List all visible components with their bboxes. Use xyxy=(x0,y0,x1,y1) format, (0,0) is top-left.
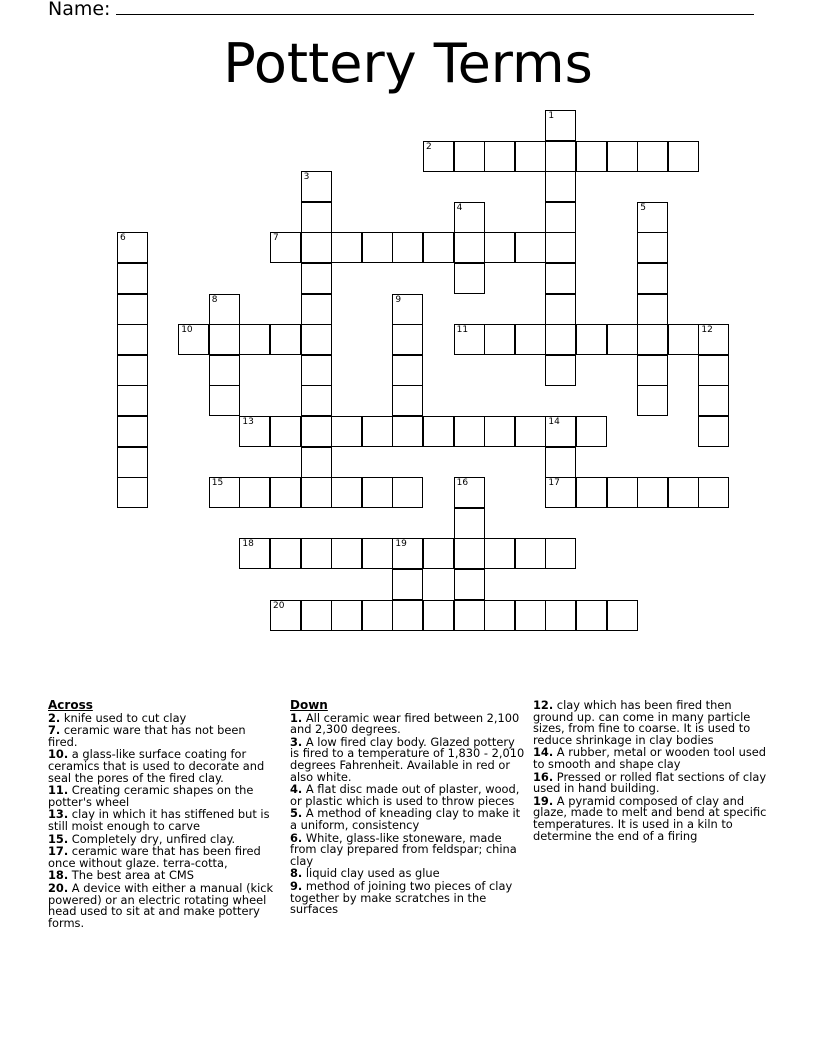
clue xyxy=(533,700,769,746)
clue-number: 5 xyxy=(640,202,646,213)
clue-text: clay which has been fired then ground up. can come in many particle sizes, from fine to coarse. It is used to reduce shrinkage in clay bodies xyxy=(533,698,751,747)
crossword-cell[interactable] xyxy=(392,600,423,631)
crossword-cell[interactable] xyxy=(239,324,270,355)
clue-number: 11 xyxy=(456,325,469,336)
crossword-cell[interactable] xyxy=(423,232,454,263)
clue-number: 2. xyxy=(48,710,61,725)
crossword-cell[interactable] xyxy=(117,447,148,478)
clue-number: 8. xyxy=(290,866,303,881)
crossword-cell[interactable] xyxy=(454,141,485,172)
crossword-cell[interactable] xyxy=(545,324,576,355)
crossword-cell[interactable] xyxy=(117,385,148,416)
clue xyxy=(533,747,769,770)
crossword-cell[interactable] xyxy=(484,416,515,447)
clue-number: 20 xyxy=(273,600,285,611)
crossword-cell[interactable] xyxy=(668,141,699,172)
clue-text: ceramic ware that has not been fired. xyxy=(48,723,246,749)
crossword-cell[interactable] xyxy=(484,141,515,172)
clue-text: Pressed or rolled flat sections of clay used in hand building. xyxy=(533,769,767,796)
clue-text: a glass-like surface coating for ceramics that is used to decorate and seal the pores of the fired clay. xyxy=(48,747,265,785)
crossword-cell[interactable] xyxy=(454,508,485,539)
crossword-cell[interactable] xyxy=(301,416,332,447)
clue-text: liquid clay used as glue xyxy=(302,866,440,881)
crossword-cell[interactable] xyxy=(270,538,301,569)
clue-text: A method of kneading clay to make it a uniform, consistency xyxy=(290,806,521,832)
clue-text: A flat disc made out of plaster, wood, or plastic which is used to throw pieces xyxy=(290,782,520,808)
crossword-cell[interactable] xyxy=(515,538,546,569)
crossword-cell[interactable] xyxy=(454,324,485,355)
clue-number: 12 xyxy=(701,325,713,336)
clue-number: 5. xyxy=(290,806,303,821)
clue-number: 9 xyxy=(395,294,402,305)
clue-number: 18. xyxy=(48,868,69,883)
crossword-cell[interactable] xyxy=(392,294,423,325)
crossword-cell[interactable] xyxy=(331,538,362,569)
crossword-cell[interactable] xyxy=(484,232,515,263)
crossword-cell[interactable] xyxy=(454,600,485,631)
crossword-cell[interactable] xyxy=(270,416,301,447)
crossword-cell[interactable] xyxy=(209,355,240,386)
clue xyxy=(48,785,276,808)
clue-number: 14 xyxy=(548,417,560,427)
across-clues xyxy=(48,700,276,930)
crossword-cell[interactable] xyxy=(239,538,270,569)
crossword-cell[interactable] xyxy=(484,538,515,569)
crossword-cell[interactable] xyxy=(698,355,729,386)
clue-number: 4. xyxy=(290,782,303,797)
crossword-cell[interactable] xyxy=(515,324,546,355)
crossword-cell[interactable] xyxy=(454,416,485,447)
crossword-cell[interactable] xyxy=(545,141,576,172)
crossword-cell[interactable] xyxy=(545,477,576,508)
clue-text: A low fired clay body. Glazed pottery is fired to a temperature of 1,830 - 2,010 degrees Fahrenheit. Available in red or also white. xyxy=(290,734,525,784)
crossword-cell[interactable] xyxy=(392,538,423,569)
crossword-cell[interactable] xyxy=(454,569,485,600)
crossword-cell[interactable] xyxy=(423,141,454,172)
crossword-cell[interactable] xyxy=(576,416,607,447)
crossword-cell[interactable] xyxy=(454,538,485,569)
crossword-cell[interactable] xyxy=(698,416,729,447)
crossword-cell[interactable] xyxy=(301,600,332,631)
crossword-cell[interactable] xyxy=(637,263,668,294)
clue xyxy=(290,710,526,737)
crossword-cell[interactable] xyxy=(423,416,454,447)
clue-number: 19. xyxy=(533,793,554,808)
crossword-cell[interactable] xyxy=(576,324,607,355)
crossword-cell[interactable] xyxy=(637,477,668,508)
crossword-cell[interactable] xyxy=(637,141,668,172)
crossword-cell[interactable] xyxy=(117,355,148,386)
crossword-cell[interactable] xyxy=(209,477,240,508)
crossword-cell[interactable] xyxy=(545,232,576,263)
clue-number: 6. xyxy=(290,830,303,845)
clue xyxy=(290,878,526,917)
name-label: Name: xyxy=(48,0,111,20)
clue-number: 19 xyxy=(395,539,407,550)
clue-number: 9. xyxy=(290,878,303,893)
clue-text: A rubber, metal or wooden tool used to smooth and shape clay xyxy=(533,745,767,771)
clue-number: 12. xyxy=(533,698,554,712)
clue xyxy=(48,846,276,869)
clue xyxy=(533,769,769,796)
crossword-cell[interactable] xyxy=(301,171,332,202)
crossword-cell[interactable] xyxy=(392,569,423,600)
clue-number: 16. xyxy=(533,769,554,784)
clue xyxy=(48,880,276,930)
crossword-cell[interactable] xyxy=(484,324,515,355)
crossword-cell[interactable] xyxy=(209,324,240,355)
crossword-cell[interactable] xyxy=(270,232,301,263)
clue xyxy=(290,784,526,807)
clue-text: clay in which it has stiffened but is still moist enough to carve xyxy=(48,807,270,833)
clue-number: 16 xyxy=(456,478,469,489)
crossword-cell[interactable] xyxy=(607,324,638,355)
crossword-cell[interactable] xyxy=(637,324,668,355)
crossword-cell[interactable] xyxy=(331,600,362,631)
crossword-cell[interactable] xyxy=(545,171,576,202)
crossword-cell[interactable] xyxy=(301,538,332,569)
crossword-cell[interactable] xyxy=(698,385,729,416)
crossword-cell[interactable] xyxy=(515,141,546,172)
crossword-cell[interactable] xyxy=(331,477,362,508)
across-heading: Across xyxy=(48,698,93,712)
clue-number: 18 xyxy=(242,539,254,550)
crossword-cell[interactable] xyxy=(545,110,576,141)
crossword-cell[interactable] xyxy=(301,263,332,294)
clue xyxy=(290,830,526,868)
crossword-cell[interactable] xyxy=(117,324,148,355)
clue-number: 13 xyxy=(242,417,254,427)
clue-number: 3. xyxy=(290,734,303,749)
crossword-cell[interactable] xyxy=(637,294,668,325)
crossword-cell[interactable] xyxy=(392,355,423,386)
crossword-cell[interactable] xyxy=(607,600,638,631)
down-clues-continued xyxy=(533,700,769,843)
crossword-cell[interactable] xyxy=(698,324,729,355)
crossword-cell[interactable] xyxy=(515,416,546,447)
crossword-cell[interactable] xyxy=(301,202,332,233)
clue-number: 15. xyxy=(48,831,69,846)
crossword-cell[interactable] xyxy=(545,600,576,631)
clue xyxy=(48,725,276,748)
crossword-cell[interactable] xyxy=(209,294,240,325)
crossword-cell[interactable] xyxy=(331,232,362,263)
crossword-cell[interactable] xyxy=(637,202,668,233)
crossword-cell[interactable] xyxy=(392,416,423,447)
crossword-cell[interactable] xyxy=(668,324,699,355)
crossword-cell[interactable] xyxy=(392,477,423,508)
crossword-cell[interactable] xyxy=(301,385,332,416)
crossword-cell[interactable] xyxy=(301,324,332,355)
clue-number: 6 xyxy=(120,233,126,244)
crossword-cell[interactable] xyxy=(576,141,607,172)
crossword-cell[interactable] xyxy=(301,232,332,263)
crossword-cell[interactable] xyxy=(239,416,270,447)
crossword-cell[interactable] xyxy=(362,416,393,447)
crossword-cell[interactable] xyxy=(117,263,148,294)
crossword-cell[interactable] xyxy=(301,355,332,386)
clue-number: 15 xyxy=(211,478,224,489)
down-heading: Down xyxy=(290,698,328,712)
clue-text: A device with either a manual (kick powered) or an electric rotating wheel head used to sit at and make pottery forms. xyxy=(48,880,274,930)
crossword-cell[interactable] xyxy=(301,294,332,325)
crossword-cell[interactable] xyxy=(515,600,546,631)
crossword-cell[interactable] xyxy=(117,294,148,325)
crossword-cell[interactable] xyxy=(454,263,485,294)
crossword-cell[interactable] xyxy=(392,324,423,355)
clue-number: 7 xyxy=(273,233,279,244)
clue-text: White, glass-like stoneware, made from clay prepared from feldspar; china clay xyxy=(290,830,517,868)
clue-text: Completely dry, unfired clay. xyxy=(68,831,236,846)
crossword-cell[interactable] xyxy=(270,477,301,508)
crossword-cell[interactable] xyxy=(362,600,393,631)
clue-number: 10 xyxy=(181,325,193,336)
crossword-cell[interactable] xyxy=(239,477,270,508)
crossword-cell[interactable] xyxy=(362,232,393,263)
crossword-cell[interactable] xyxy=(545,202,576,233)
clue xyxy=(48,809,276,832)
down-clues xyxy=(290,700,526,917)
crossword-cell[interactable] xyxy=(178,324,209,355)
clue-number: 4 xyxy=(456,202,463,213)
clue-text: ceramic ware that has been fired once without glaze. terra-cotta, xyxy=(48,844,261,870)
clue xyxy=(290,808,526,831)
crossword-cell[interactable] xyxy=(668,477,699,508)
clue-number: 11. xyxy=(48,783,69,798)
clue xyxy=(290,734,526,784)
crossword-cell[interactable] xyxy=(454,232,485,263)
crossword-cell[interactable] xyxy=(637,232,668,263)
crossword-cell[interactable] xyxy=(454,477,485,508)
crossword-cell[interactable] xyxy=(545,263,576,294)
crossword-cell[interactable] xyxy=(423,538,454,569)
crossword-cell[interactable] xyxy=(270,600,301,631)
crossword-cell[interactable] xyxy=(484,600,515,631)
crossword-cell[interactable] xyxy=(362,477,393,508)
crossword-cell[interactable] xyxy=(576,477,607,508)
clue-number: 13. xyxy=(48,807,69,822)
crossword-cell[interactable] xyxy=(362,538,393,569)
clue-number: 17. xyxy=(48,844,69,859)
crossword-cell[interactable] xyxy=(331,416,362,447)
crossword-cell[interactable] xyxy=(454,202,485,233)
clue-number: 17 xyxy=(548,478,560,489)
clue xyxy=(533,793,769,843)
crossword-cell[interactable] xyxy=(117,416,148,447)
clue-number: 1. xyxy=(290,710,303,725)
crossword-cell[interactable] xyxy=(545,447,576,478)
clue-number: 20. xyxy=(48,880,69,895)
page-title: Pottery Terms xyxy=(223,32,593,95)
crossword-cell[interactable] xyxy=(545,355,576,386)
crossword-cell[interactable] xyxy=(301,477,332,508)
crossword-cell[interactable] xyxy=(301,447,332,478)
clue-text: knife used to cut clay xyxy=(60,710,187,725)
crossword-cell[interactable] xyxy=(698,477,729,508)
crossword-cell[interactable] xyxy=(607,477,638,508)
clue-number: 8 xyxy=(211,294,218,305)
clue xyxy=(48,749,276,784)
crossword-cell[interactable] xyxy=(607,141,638,172)
clue-number: 14. xyxy=(533,745,554,760)
crossword-cell[interactable] xyxy=(515,232,546,263)
crossword-cell[interactable] xyxy=(270,324,301,355)
clue-number: 10. xyxy=(48,747,69,762)
clue-text: A pyramid composed of clay and glaze, made to melt and bend at specific temperatures. It is used in a kiln to determine the end of a firing xyxy=(533,793,767,843)
crossword-cell[interactable] xyxy=(545,416,576,447)
clue-number: 1 xyxy=(548,111,555,121)
crossword-cell[interactable] xyxy=(637,355,668,386)
clue-number: 3 xyxy=(303,172,310,183)
crossword-cell[interactable] xyxy=(392,385,423,416)
crossword-cell[interactable] xyxy=(209,385,240,416)
crossword-cell[interactable] xyxy=(423,600,454,631)
crossword-cell[interactable] xyxy=(545,294,576,325)
crossword-cell[interactable] xyxy=(117,477,148,508)
crossword-cell[interactable] xyxy=(576,600,607,631)
clue-number: 7. xyxy=(48,723,61,738)
clue-text: method of joining two pieces of clay together by make scratches in the surfaces xyxy=(290,878,513,917)
clue-text: The best area at CMS xyxy=(68,868,194,883)
crossword-cell[interactable] xyxy=(392,232,423,263)
crossword-cell[interactable] xyxy=(637,385,668,416)
clue-text: Creating ceramic shapes on the potter's wheel xyxy=(48,783,254,809)
crossword-cell[interactable] xyxy=(545,538,576,569)
crossword-cell[interactable] xyxy=(117,232,148,263)
clue-number: 2 xyxy=(426,141,432,152)
clue-text: All ceramic wear fired between 2,100 and 2,300 degrees. xyxy=(290,710,520,737)
